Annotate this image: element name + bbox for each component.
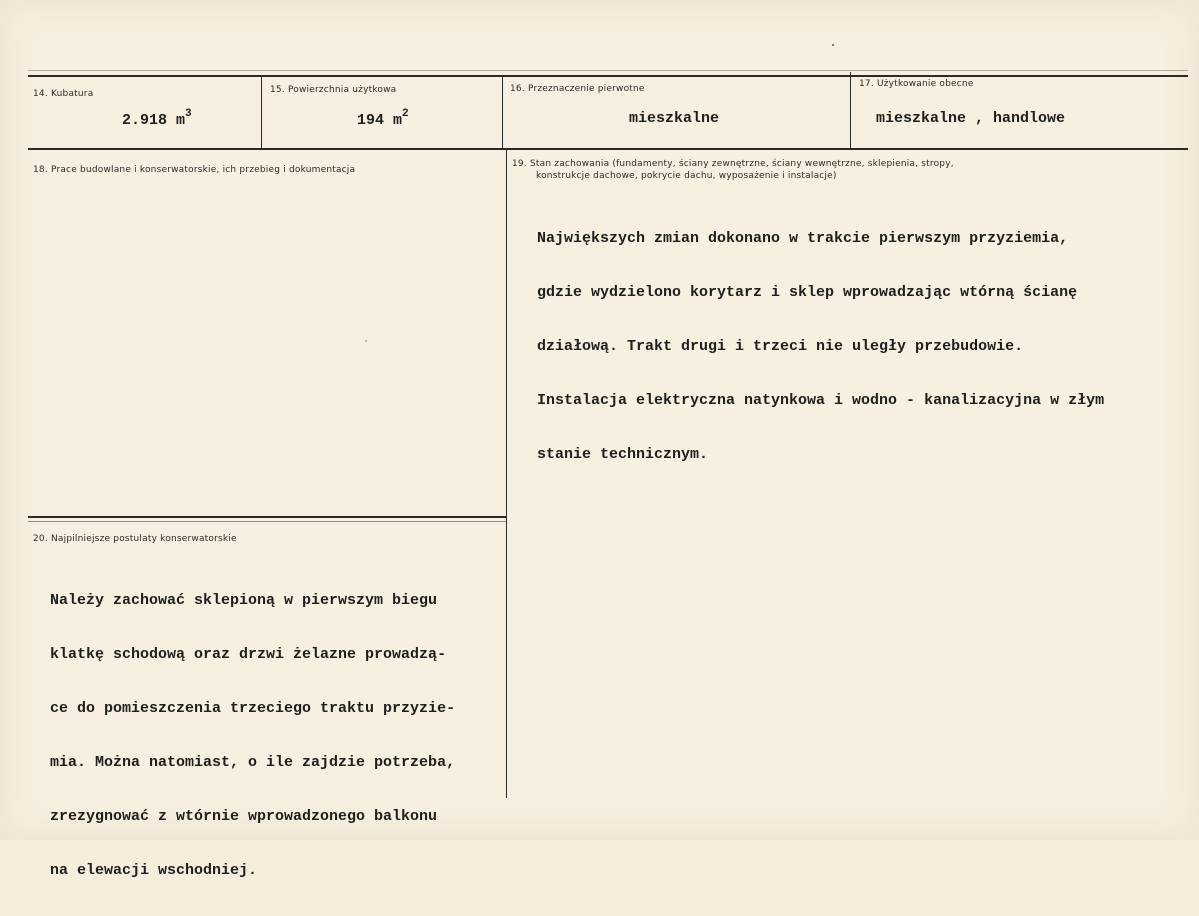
top-rule-thin <box>28 70 1188 71</box>
field-20-line-4: mia. Można natomiast, o ile zajdzie potrzeba, <box>50 754 456 771</box>
divider-16-17 <box>850 72 851 150</box>
field-17-value: mieszkalne , handlowe <box>876 110 1066 127</box>
field-20-line-3: ce do pomieszczenia trzeciego traktu przyzie- <box>50 700 456 717</box>
field-16-label: 16. Przeznaczenie pierwotne <box>510 84 645 94</box>
field-19-line-3: działową. Trakt drugi i trzeci nie uległy przebudowie. <box>537 338 1024 355</box>
field-19-label-line1: 19. Stan zachowania (fundamenty, ściany zewnętrzne, ściany wewnętrzne, sklepienia, stropy, <box>512 159 954 169</box>
field-20-text <box>50 556 455 916</box>
field-20-line-5: zrezygnować z wtórnie wprowadzonego balkonu <box>50 808 438 825</box>
field-15-number: 194 m <box>357 112 403 129</box>
field-19-line-4: Instalacja elektryczna natynkowa i wodno - kanalizacyjna w złym <box>537 392 1105 409</box>
field-15-unit-sup: 2 <box>402 108 409 120</box>
field-20-line-6: na elewacji wschodniej. <box>50 862 258 879</box>
field-19-line-2: gdzie wydzielono korytarz i sklep wprowadzając wtórną ścianę <box>537 284 1078 301</box>
field-20-line-1: Należy zachować sklepioną w pierwszym biegu <box>50 592 438 609</box>
divider-14-15 <box>261 76 262 150</box>
field-18-label: 18. Prace budowlane i konserwatorskie, ich przebieg i dokumentacja <box>33 165 356 175</box>
field-15-label: 15. Powierzchnia użytkowa <box>270 85 397 95</box>
top-rule <box>28 75 1188 77</box>
field-15-value <box>357 110 409 129</box>
speck <box>832 44 834 46</box>
speck <box>365 340 367 342</box>
field-20-label: 20. Najpilniejsze postulaty konserwatorskie <box>33 534 237 544</box>
divider-main <box>506 150 507 798</box>
rule-18-20 <box>28 516 506 518</box>
field-19-line-1: Największych zmian dokonano w trakcie pierwszym przyziemia, <box>537 230 1069 247</box>
row-rule <box>28 148 1188 150</box>
field-14-value <box>122 110 192 129</box>
field-16-value: mieszkalne <box>629 110 720 127</box>
divider-15-16 <box>502 76 503 150</box>
field-20-line-2: klatkę schodową oraz drzwi żelazne prowadzą- <box>50 646 447 663</box>
field-17-label: 17. Użytkowanie obecne <box>859 79 974 89</box>
field-14-number: 2.918 m <box>122 112 186 129</box>
field-14-label: 14. Kubatura <box>33 89 94 99</box>
rule-18-20-thin <box>28 521 506 522</box>
field-19-line-5: stanie technicznym. <box>537 446 709 463</box>
field-19-label-line2: konstrukcje dachowe, pokrycie dachu, wyposażenie i instalacje) <box>536 171 837 181</box>
field-14-unit-sup: 3 <box>185 108 192 120</box>
field-19-text <box>537 194 1104 500</box>
